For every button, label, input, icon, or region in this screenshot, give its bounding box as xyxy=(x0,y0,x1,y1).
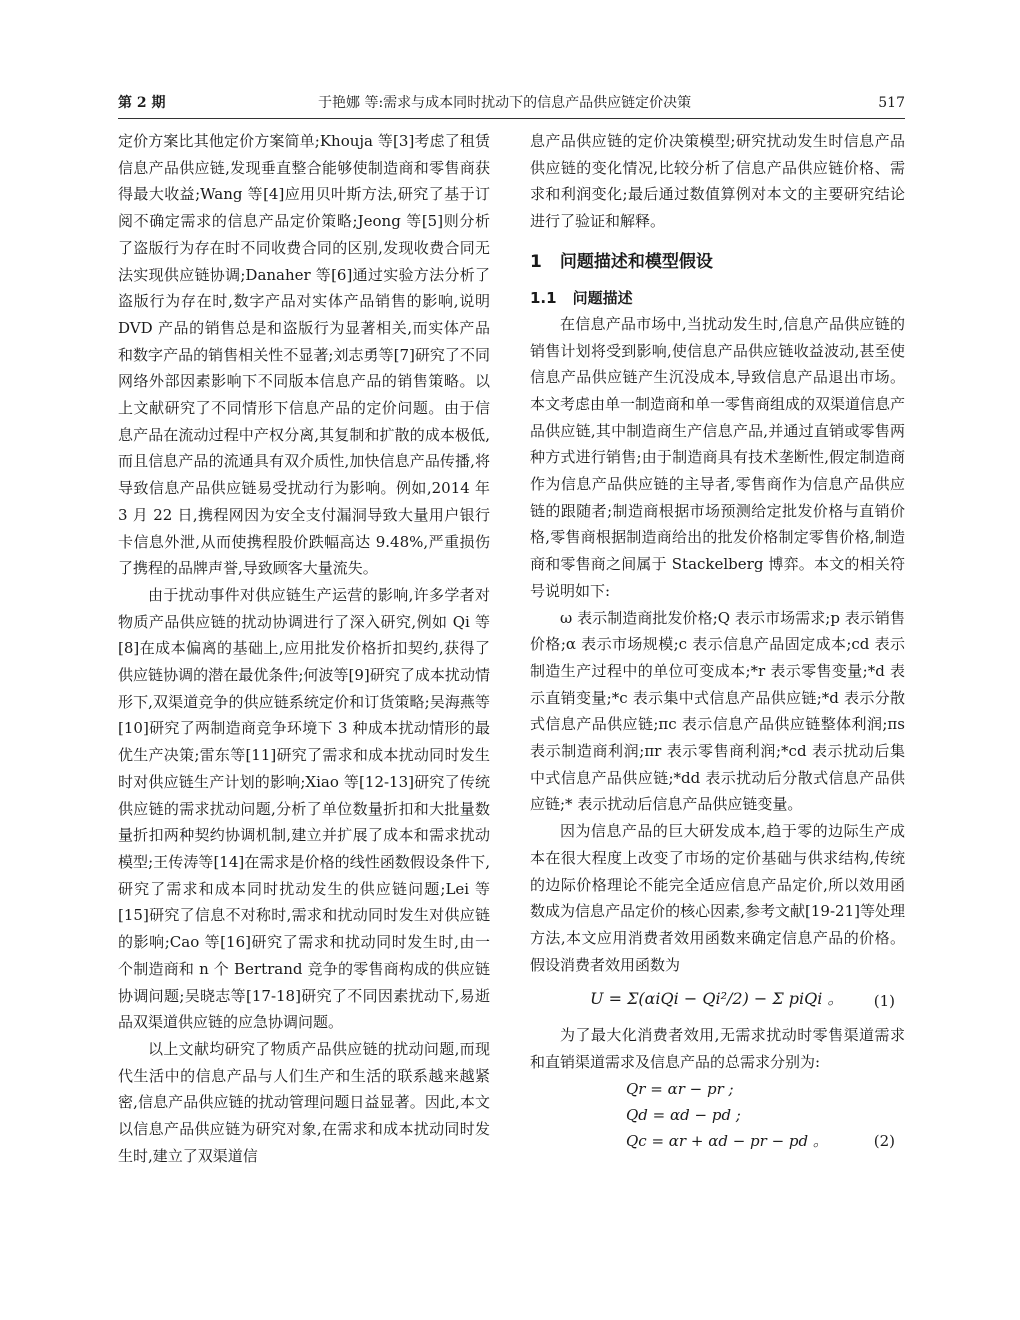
equation-2b xyxy=(530,1102,905,1128)
equation-number: (2) xyxy=(873,1131,895,1150)
section-title: 问题描述和模型假设 xyxy=(559,251,713,272)
paragraph: 因为信息产品的巨大研发成本,趋于零的边际生产成本在很大程度上改变了市场的定价基础与供求结构,传统的边际价格理论不能完全适应信息产品定价,所以效用函数成为信息产品定价的核心因素,参考文献[19-21]等处理方法,本文应用消费者效用函数来确定信息产品的价格。假设消费者效用函数为 xyxy=(530,822,905,974)
equation-2a xyxy=(530,1076,905,1102)
running-head xyxy=(118,90,905,116)
paragraph: ω 表示制造商批发价格;Q 表示市场需求;p 表示销售价格;α 表示市场规模;c 表示信息产品固定成本;cd 表示制造生产过程中的单位可变成本;*r 表示零售变量;*d 表示直销变量;*c 表示集中式信息产品供应链;*d 表示分散式信息产品供应链;πc 表示信息产品供应链整体利润;πs 表示制造商利润;πr 表示零售商利润;*cd 表示扰动后集中式信息产品供应链;*dd 表示扰动后分散式信息产品供应链;* 表示扰动后信息产品供应链变量。 xyxy=(530,608,905,814)
paragraph: 以上文献均研究了物质产品供应链的扰动问题,而现代生活中的信息产品与人们生产和生活的联系越来越紧密,信息产品供应链的扰动管理问题日益显著。因此,本文以信息产品供应链为研究对象,在需求和成本扰动同时发生时,建立了双渠道信 xyxy=(118,1039,490,1165)
paragraph: 定价方案比其他定价方案简单;Khouja 等[3]考虑了租赁信息产品供应链,发现垂直整合能够使制造商和零售商获得最大收益;Wang 等[4]应用贝叶斯方法,研究了基于订阅不确定需求的信息产品定价策略;Jeong 等[5]则分析了盗版行为存在时不同收费合同的区别,发现收费合同无法实现供应链协调;Danaher 等[6]通过实验方法分析了盗版行为存在时,数字产品对实体产品销售的影响,说明 DVD 产品的销售总是和盗版行为显著相关,而实体产品和数字产品的销售相关性不显著;刘志勇等[7]研究了不同网络外部因素影响下不同版本信息产品的销售策略。以上文献研究了不同情形下信息产品的定价问题。由于信息产品在流动过程中产权分离,其复制和扩散的成本极低,而且信息产品的流通具有双介质性,加快信息产品传播,将导致信息产品供应链易受扰动行为影响。例如,2014 年 3 月 22 日,携程网因为安全支付漏洞导致大量用户银行卡信息外泄,从而使携程股价跌幅高达 9.48%,严重损伤了携程的品牌声誉,导致顾客大量流失。 xyxy=(118,132,490,578)
paragraph: 为了最大化消费者效用,无需求扰动时零售渠道需求和直销渠道需求及信息产品的总需求分别为: xyxy=(530,1026,905,1072)
equation-number: (1) xyxy=(873,992,895,1011)
equation-body: Qr = αr − pr ; xyxy=(626,1079,734,1098)
equation-1 xyxy=(530,978,905,1022)
right-column xyxy=(530,128,905,1154)
paragraph: 在信息产品市场中,当扰动发生时,信息产品供应链的销售计划将受到影响,使信息产品供应链收益波动,甚至使信息产品供应链产生沉没成本,导致信息产品退出市场。本文考虑由单一制造商和单一零售商组成的双渠道信息产品供应链,其中制造商生产信息产品,并通过直销或零售两种方式进行销售;由于制造商具有技术垄断性,假定制造商作为信息产品供应链的主导者,零售商作为信息产品供应链的跟随者;制造商根据市场预测给定批发价格与直销价格,零售商根据制造商给出的批发价格制定零售价格,制造商和零售商之间属于 Stackelberg 博弈。本文的相关符号说明如下: xyxy=(530,314,906,600)
subsection-title: 问题描述 xyxy=(572,288,633,307)
section-heading xyxy=(530,249,905,275)
equation-body: U = Σ(αiQi − Qi²/2) − Σ piQi 。 xyxy=(590,989,844,1009)
paragraph: 由于扰动事件对供应链生产运营的影响,许多学者对物质产品供应链的扰动协调进行了深入研究,例如 Qi 等[8]在成本偏离的基础上,应用批发价格折扣契约,获得了供应链协调的潜在最优条件;何波等[9]研究了成本扰动情形下,双渠道竞争的供应链系统定价和订货策略;吴海燕等[10]研究了两制造商竞争环境下 3 种成本扰动情形的最优生产决策;雷东等[11]研究了需求和成本扰动同时发生时对供应链生产计划的影响;Xiao 等[12-13]研究了传统供应链的需求扰动问题,分析了单位数量折扣和大批量数量折扣两种契约协调机制,建立并扩展了成本和需求扰动模型;王传涛等[14]在需求是价格的线性函数假设条件下,研究了需求和成本同时扰动发生的供应链问题;Lei 等[15]研究了信息不对称时,需求和扰动同时发生对供应链的影响;Cao 等[16]研究了需求和扰动同时发生时,由一个制造商和 n 个 Bertrand 竞争的零售商构成的供应链协调问题;吴晓志等[17-18]研究了不同因素扰动下,易逝品双渠道供应链的应急协调问题。 xyxy=(118,585,490,1032)
subsection-number: 1.1 xyxy=(530,288,557,307)
equation-body: Qd = αd − pd ; xyxy=(626,1105,741,1124)
section-number: 1 xyxy=(530,251,542,272)
left-column xyxy=(118,128,490,1169)
page-number: 517 xyxy=(878,95,905,111)
subsection-heading xyxy=(530,285,905,311)
equation-2c xyxy=(530,1128,905,1154)
paragraph: 息产品供应链的定价决策模型;研究扰动发生时信息产品供应链的变化情况,比较分析了信息产品供应链价格、需求和利润变化;最后通过数值算例对本文的主要研究结论进行了验证和解释。 xyxy=(530,132,905,231)
header-rule xyxy=(118,118,905,119)
running-title: 于艳娜 等:需求与成本同时扰动下的信息产品供应链定价决策 xyxy=(318,95,692,111)
issue-label: 第 2 期 xyxy=(118,95,166,111)
equation-body: Qc = αr + αd − pr − pd 。 xyxy=(626,1131,828,1150)
